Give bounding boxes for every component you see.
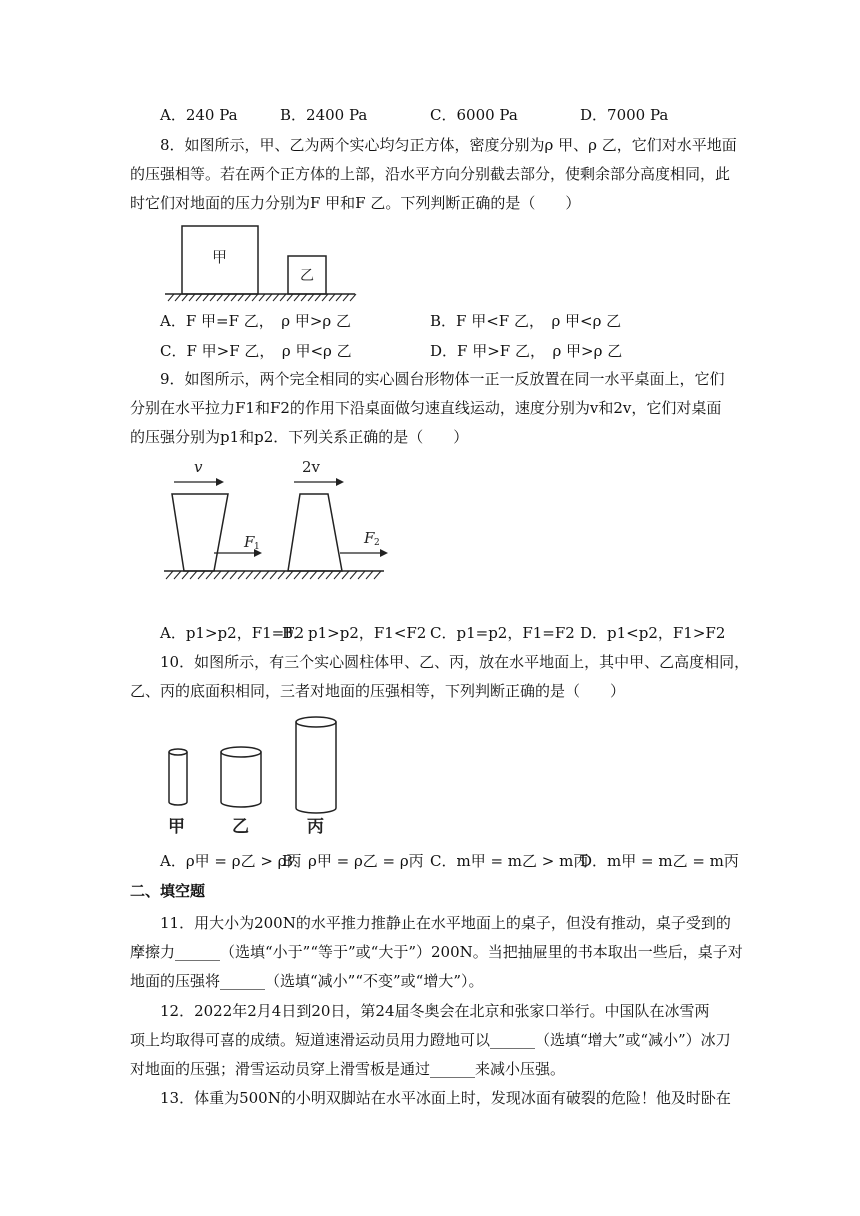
- q12-stem-line3: 对地面的压强；滑雪运动员穿上滑雪板是通过______来减小压强。: [130, 1060, 566, 1078]
- q8-stem-line1: 8．如图所示，甲、乙为两个实心均匀正方体，密度分别为ρ 甲、ρ 乙，它们对水平地面: [160, 136, 737, 154]
- section-title: 二、填空题: [130, 882, 206, 900]
- q9-option-a[interactable]: A．p1>p2，F1=F2: [160, 624, 305, 642]
- q9-stem-line3: 的压强分别为p1和p2．下列关系正确的是（ ）: [130, 428, 469, 446]
- table-hatch: [166, 571, 381, 579]
- cube-yi-label: 乙: [300, 268, 314, 284]
- cylinder-jia-label: 甲: [168, 817, 185, 837]
- cylinder-yi: [221, 747, 261, 807]
- q9-stem-line2: 分别在水平拉力F1和F2的作用下沿桌面做匀速直线运动，速度分别为v和2v，它们对桌面: [130, 399, 722, 417]
- cylinder-jia: [169, 749, 187, 805]
- q12-stem-line1: 12．2022年2月4日到20日，第24届冬奥会在北京和张家口举行。中国队在冰雪两: [160, 1002, 710, 1020]
- q7-option-a[interactable]: A．240 Pa: [160, 106, 238, 124]
- cylinder-yi-label: 乙: [232, 817, 249, 837]
- cube-jia-label: 甲: [212, 248, 228, 266]
- q8-option-b[interactable]: B．F 甲<F 乙， ρ 甲<ρ 乙: [430, 312, 622, 330]
- q11-stem-line2: 摩擦力______（选填“小于”“等于”或“大于”）200N。当把抽屉里的书本取出一些后，桌子对: [130, 943, 743, 961]
- q8-option-a[interactable]: A．F 甲=F 乙， ρ 甲>ρ 乙: [160, 312, 351, 330]
- q9-stem-line1: 9．如图所示，两个完全相同的实心圆台形物体一正一反放置在同一水平桌面上，它们: [160, 370, 725, 388]
- frustum-inverted: [172, 494, 228, 571]
- q7-option-d[interactable]: D．7000 Pa: [580, 106, 669, 124]
- q8-figure: [160, 222, 360, 302]
- q9-option-b[interactable]: B．p1>p2，F1<F2: [282, 624, 427, 642]
- q9-figure: [160, 458, 390, 588]
- q10-option-d[interactable]: D．m甲 = m乙 = m丙: [580, 852, 739, 870]
- q11-stem-line1: 11．用大小为200N的水平推力推静止在水平地面上的桌子，但没有推动，桌子受到的: [160, 914, 731, 932]
- cylinder-bing: [296, 717, 336, 813]
- svg-text:1: 1: [254, 542, 260, 552]
- velocity-label-v: v: [194, 458, 203, 476]
- q10-figure: [160, 712, 360, 840]
- q7-option-b[interactable]: B．2400 Pa: [280, 106, 368, 124]
- q10-stem-line1: 10．如图所示，有三个实心圆柱体甲、乙、丙，放在水平地面上，其中甲、乙高度相同，: [160, 653, 750, 671]
- q10-stem-line2: 乙、丙的底面积相同，三者对地面的压强相等，下列判断正确的是（ ）: [130, 682, 626, 700]
- q10-option-a[interactable]: A．ρ甲 = ρ乙 > ρ丙: [160, 852, 302, 870]
- cylinder-bing-label: 丙: [307, 817, 324, 837]
- q8-stem-line2: 的压强相等。若在两个正方体的上部，沿水平方向分别截去部分，使剩余部分高度相同，此: [130, 165, 731, 183]
- q7-option-c[interactable]: C．6000 Pa: [430, 106, 518, 124]
- svg-text:2: 2: [374, 538, 380, 548]
- q8-option-d[interactable]: D．F 甲>F 乙， ρ 甲>ρ 乙: [430, 342, 623, 360]
- force-label-f1: F: [244, 533, 255, 551]
- force-label-f2: F: [364, 529, 375, 547]
- q10-option-c[interactable]: C．m甲 = m乙 > m丙: [430, 852, 589, 870]
- ground-hatch: [168, 294, 356, 301]
- q9-option-d[interactable]: D．p1<p2，F1>F2: [580, 624, 726, 642]
- q8-option-c[interactable]: C．F 甲>F 乙， ρ 甲<ρ 乙: [160, 342, 352, 360]
- q10-option-b[interactable]: B．ρ甲 = ρ乙 = ρ丙: [282, 852, 424, 870]
- q11-stem-line3: 地面的压强将______（选填“减小”“不变”或“增大”）。: [130, 972, 484, 990]
- q12-stem-line2: 项上均取得可喜的成绩。短道速滑运动员用力蹬地可以______（选填“增大”或“减小”）冰刀: [130, 1031, 731, 1049]
- q8-stem-line3: 时它们对地面的压力分别为F 甲和F 乙。下列判断正确的是（ ）: [130, 194, 581, 212]
- velocity-label-2v: 2v: [302, 458, 321, 476]
- frustum-upright: [288, 494, 342, 571]
- q9-option-c[interactable]: C．p1=p2，F1=F2: [430, 624, 575, 642]
- q13-stem-line1: 13．体重为500N的小明双脚站在水平冰面上时，发现冰面有破裂的危险！他及时卧在: [160, 1089, 731, 1107]
